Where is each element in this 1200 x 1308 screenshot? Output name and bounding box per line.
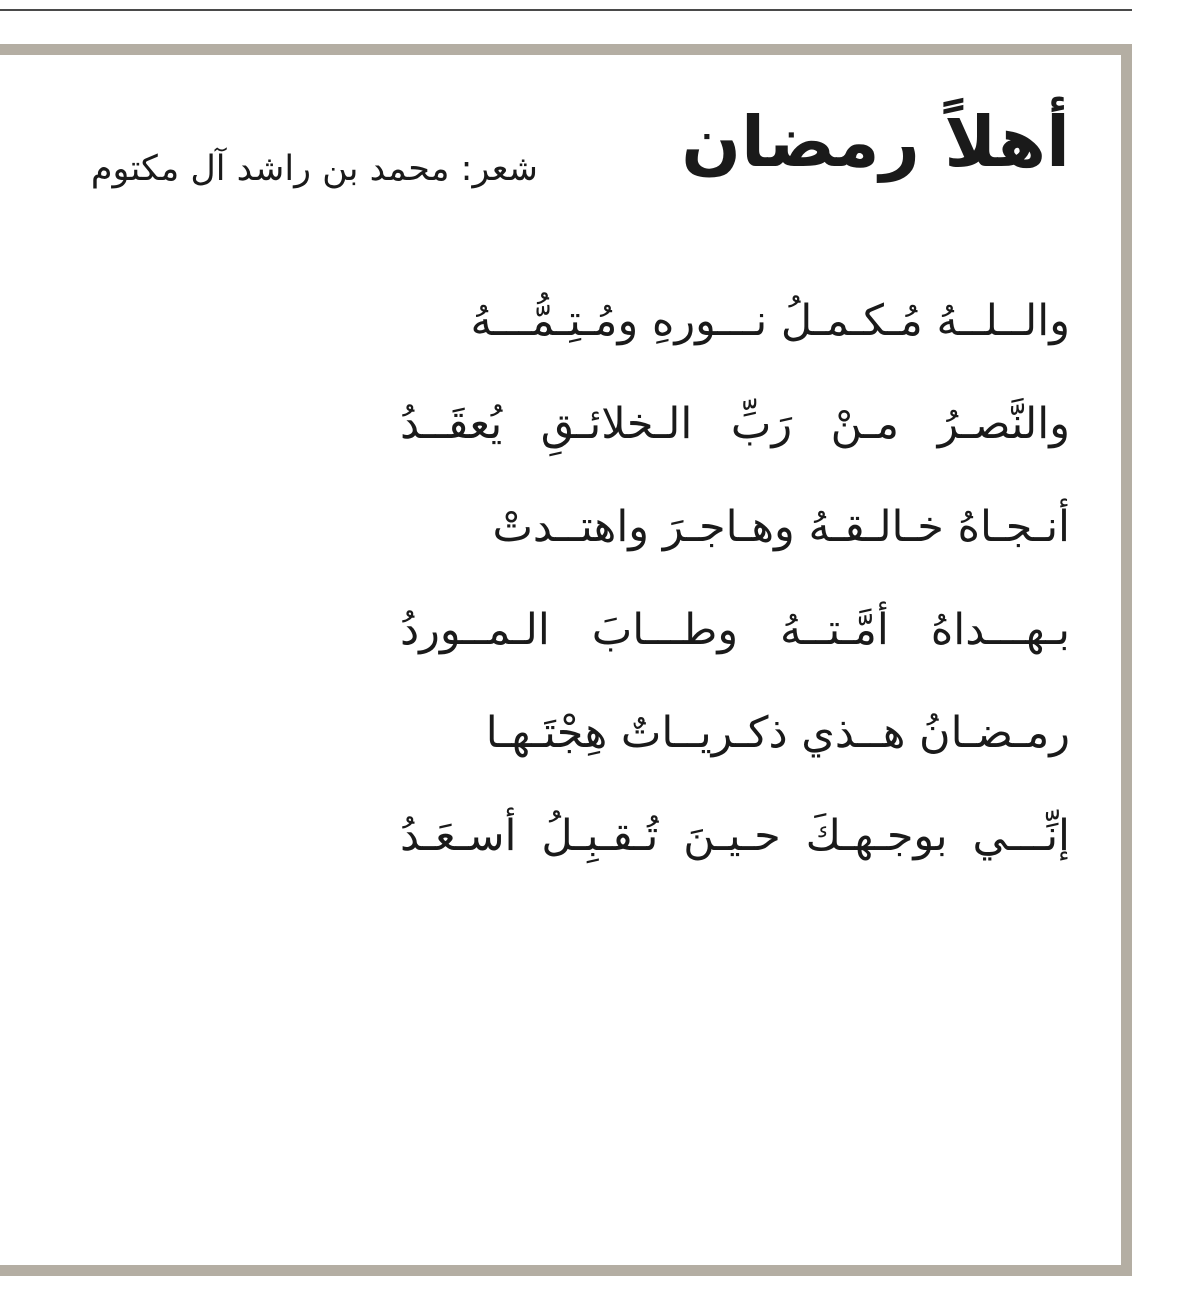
- verse-line: والــلــهُ مُـكـمـلُ نـــورهِ ومُـتِـمُّـــهُ: [470, 296, 1070, 346]
- verse-line: إنِّـــي بوجـهـكَ حـيـنَ تُـقـبِـلُ أسـعَـدُ: [400, 811, 1070, 861]
- verse-line: بـهـــداهُ أمَّـتــهُ وطـــابَ الـمــوردُ: [400, 605, 1070, 655]
- verse-line: أنـجـاهُ خـالـقـهُ وهـاجـرَ واهتــدتْ: [492, 502, 1070, 552]
- poem-byline: شعر: محمد بن راشد آل مكتوم: [90, 149, 538, 189]
- verse-line: رمـضـانُ هــذي ذكـريــاتٌ هِجْتَـهـا: [485, 708, 1070, 758]
- verse-line: والنَّصـرُ مـنْ رَبِّ الـخلائـقِ يُعقَــدُ: [400, 399, 1070, 449]
- poem-title: أهلاً رمضان: [681, 101, 1070, 183]
- top-divider: [0, 9, 1132, 11]
- poem-body: [60, 270, 1070, 888]
